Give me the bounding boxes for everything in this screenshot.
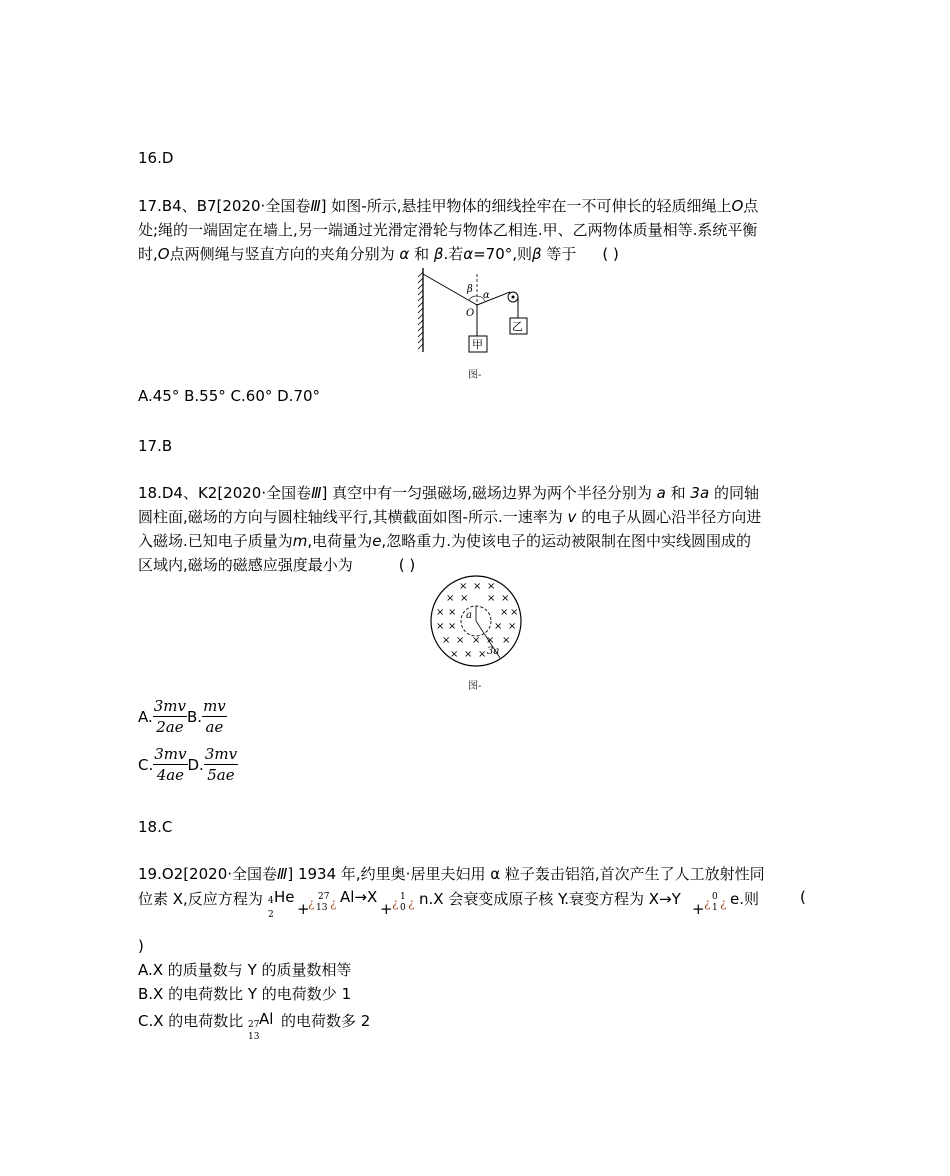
label-beta: β <box>467 284 473 295</box>
option-a-fraction: $\frac{3mv}{2ae}$ <box>153 697 187 736</box>
field-cross: × <box>487 581 496 592</box>
field-cross: × <box>459 581 468 592</box>
field-cross: × <box>446 593 455 604</box>
option-d-fraction: $\frac{3mv}{5ae}$ <box>204 745 238 784</box>
pulley-axle <box>512 296 515 299</box>
field-cross: × <box>510 607 519 618</box>
field-cross: × <box>508 621 517 632</box>
field-cross: × <box>448 607 457 618</box>
field-crosses <box>436 581 518 660</box>
q16-answer: 16.D <box>138 149 174 167</box>
q17-line1: 17.B4、B7[2020·全国卷Ⅲ] 如图-所示,悬挂甲物体的细线拴牢在一不可伸长的轻质细绳上O点 <box>138 197 759 215</box>
field-cross: × <box>436 621 445 632</box>
q18-line2: 圆柱面,磁场的方向与圆柱轴线平行,其横截面如图-所示.一速率为 v 的电子从圆心沿半径方向进 <box>138 508 762 526</box>
option-a-label: A. <box>138 708 153 726</box>
field-cross: × <box>464 649 473 660</box>
field-cross: × <box>502 635 511 646</box>
field-cross: × <box>460 593 469 604</box>
q19-line1: 19.O2[2020·全国卷Ⅲ] 1934 年,约里奥·居里夫妇用 α 粒子轰击铝箔,首次产生了人工放射性同 <box>138 865 765 883</box>
q17-figure-caption: 图- <box>468 370 482 381</box>
option-b-fraction: $\frac{mv}{ae}$ <box>203 697 226 736</box>
option-b-label: B. <box>187 708 203 726</box>
label-O: O <box>466 308 475 319</box>
q17-line2: 处;绳的一端固定在墙上,另一端通过光滑定滑轮与物体乙相连.甲、乙两物体质量相等.系统平衡 <box>138 221 758 239</box>
option-c-fraction: $\frac{3mv}{4ae}$ <box>154 745 187 784</box>
field-cross: × <box>486 635 495 646</box>
wall-hatching <box>418 272 423 349</box>
q18-options-row1 <box>138 697 227 737</box>
field-cross: × <box>501 593 510 604</box>
q19-option-c: C.X 的电荷数比 27 13 Al 的电荷数多 2 <box>138 1010 371 1042</box>
label-jia: 甲 <box>472 338 483 351</box>
label-a: a <box>466 610 472 621</box>
q18-answer: 18.C <box>138 818 173 836</box>
q19-option-b: B.X 的电荷数比 Y 的电荷数少 1 <box>138 985 352 1003</box>
rope-pulley <box>477 292 510 305</box>
label-alpha: α <box>483 290 490 301</box>
field-cross: × <box>494 621 503 632</box>
field-cross: × <box>448 621 457 632</box>
field-cross: × <box>473 581 482 592</box>
option-d-label: D. <box>187 756 204 774</box>
q18-figure-caption: 图- <box>468 681 482 692</box>
pulley-diagram <box>415 268 535 360</box>
field-cross: × <box>500 607 509 618</box>
field-cross: × <box>478 649 487 660</box>
option-c-label: C. <box>138 756 154 774</box>
q18-line4: 区域内,磁场的磁感应强度最小为 ( ) <box>138 556 416 574</box>
beta-arc <box>469 296 477 300</box>
q19-paren-close: ) <box>138 937 144 955</box>
q18-line1: 18.D4、K2[2020·全国卷Ⅲ] 真空中有一匀强磁场,磁场边界为两个半径分别为 a 和 3a 的同轴 <box>138 484 759 502</box>
field-cross: × <box>487 593 496 604</box>
q17-answer: 17.B <box>138 437 173 455</box>
field-cross: × <box>450 649 459 660</box>
q19-option-a: A.X 的质量数与 Y 的质量数相等 <box>138 961 352 979</box>
q18-line3: 入磁场.已知电子质量为m,电荷量为e,忽略重力.为使该电子的运动被限制在图中实线圆围成的 <box>138 532 751 550</box>
field-cross: × <box>436 607 445 618</box>
field-cross: × <box>472 635 481 646</box>
q19-line2: 位素 X,反应方程为 4 He 2 + ¿ 27 13 ¿ Al→X + ¿ 1 0 ¿ n.X 会衰变成原子核 Y.衰变方程为 X→Y + ¿ 0 1 ¿ e.则 ( <box>138 888 806 920</box>
magnetic-field-diagram <box>427 573 525 671</box>
q17-options: A.45° B.55° C.60° D.70° <box>138 387 321 405</box>
field-cross: × <box>442 635 451 646</box>
label-3a: 3a <box>487 646 500 657</box>
q17-line3: 时,O点两侧绳与竖直方向的夹角分别为 α 和 β.若α=70°,则β 等于 ( ) <box>138 245 619 263</box>
label-yi: 乙 <box>512 320 523 333</box>
q18-options-row2 <box>138 745 238 785</box>
field-cross: × <box>456 635 465 646</box>
